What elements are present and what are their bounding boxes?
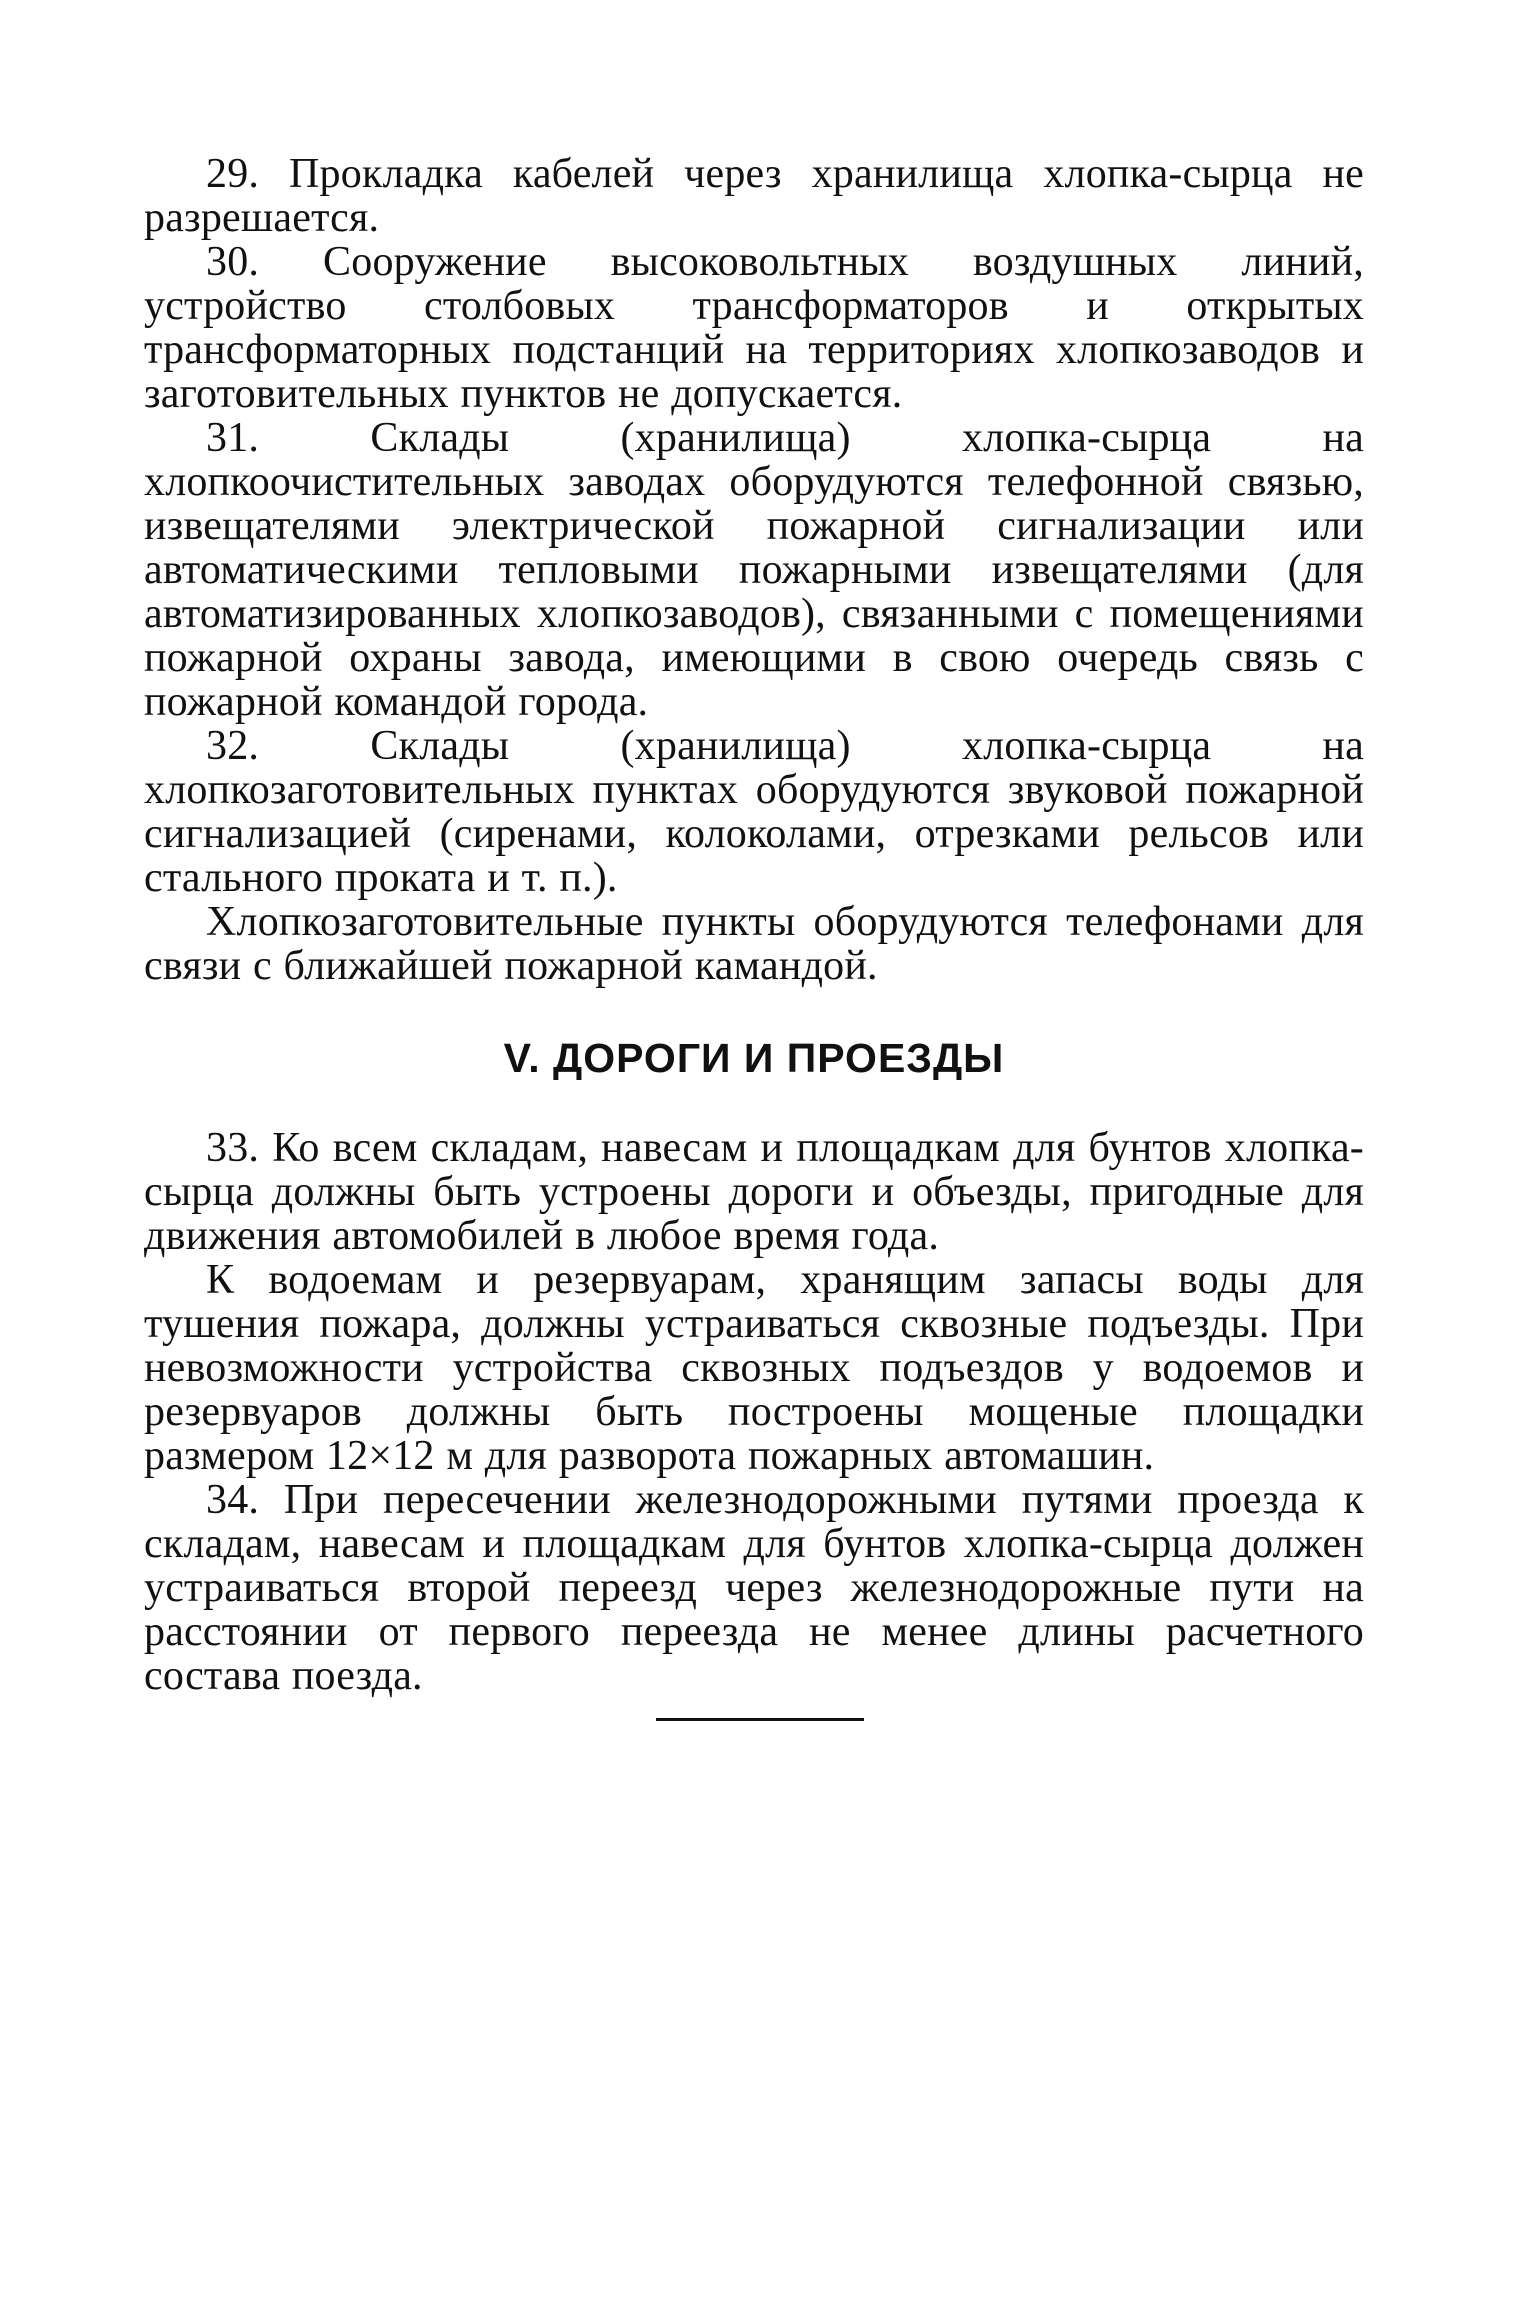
paragraph-32-continuation: Хлопкозаготовительные пункты оборудуются телефонами для связи с ближайшей пожарной камандой. <box>144 899 1364 989</box>
document-page <box>144 152 1364 1698</box>
paragraph-30: 30. Сооружение высоковольтных воздушных линий, устройство столбовых трансформаторов и открытых трансформаторных подстанций на территориях хлопкозаводов и заготовительных пунктов не допускается. <box>144 239 1364 417</box>
end-rule-divider <box>656 1718 864 1721</box>
paragraph-33-continuation: К водоемам и резервуарам, хранящим запасы воды для тушения пожара, должны устраиваться сквозные подъезды. При невозможности устройства сквозных подъездов у водоемов и резервуаров должны быть построены мощеные площадки размером 12×12 м для разворота пожарных автомашин. <box>144 1257 1364 1479</box>
paragraph-32: 32. Склады (хранилища) хлопка-сырца на хлопкозаготовительных пунктах оборудуются звуковой пожарной сигнализацией (сиренами, колоколами, отрезками рельсов или стального проката и т. п.). <box>144 723 1364 901</box>
paragraph-29: 29. Прокладка кабелей через хранилища хлопка-сырца не разрешается. <box>144 151 1364 241</box>
paragraph-33: 33. Ко всем складам, навесам и площадкам для бунтов хлопка-сырца должны быть устроены дороги и объезды, пригодные для движения автомобилей в любое время года. <box>144 1125 1364 1259</box>
paragraph-34: 34. При пересечении железнодорожными путями проезда к складам, навесам и площадкам для бунтов хлопка-сырца должен устраиваться второй переезд через железнодорожные пути на расстоянии от первого переезда не менее длины расчетного состава поезда. <box>144 1477 1364 1699</box>
section-heading: V. ДОРОГИ И ПРОЕЗДЫ <box>503 1035 1005 1081</box>
paragraph-31: 31. Склады (хранилища) хлопка-сырца на хлопкоочистительных заводах оборудуются телефонной связью, извещателями электрической пожарной сигнализации или автоматическими тепловыми пожарными извещателями (для автоматизированных хлопкозаводов), связанными с помещениями пожарной охраны завода, имеющими в свою очередь связь с пожарной командой города. <box>144 415 1364 725</box>
